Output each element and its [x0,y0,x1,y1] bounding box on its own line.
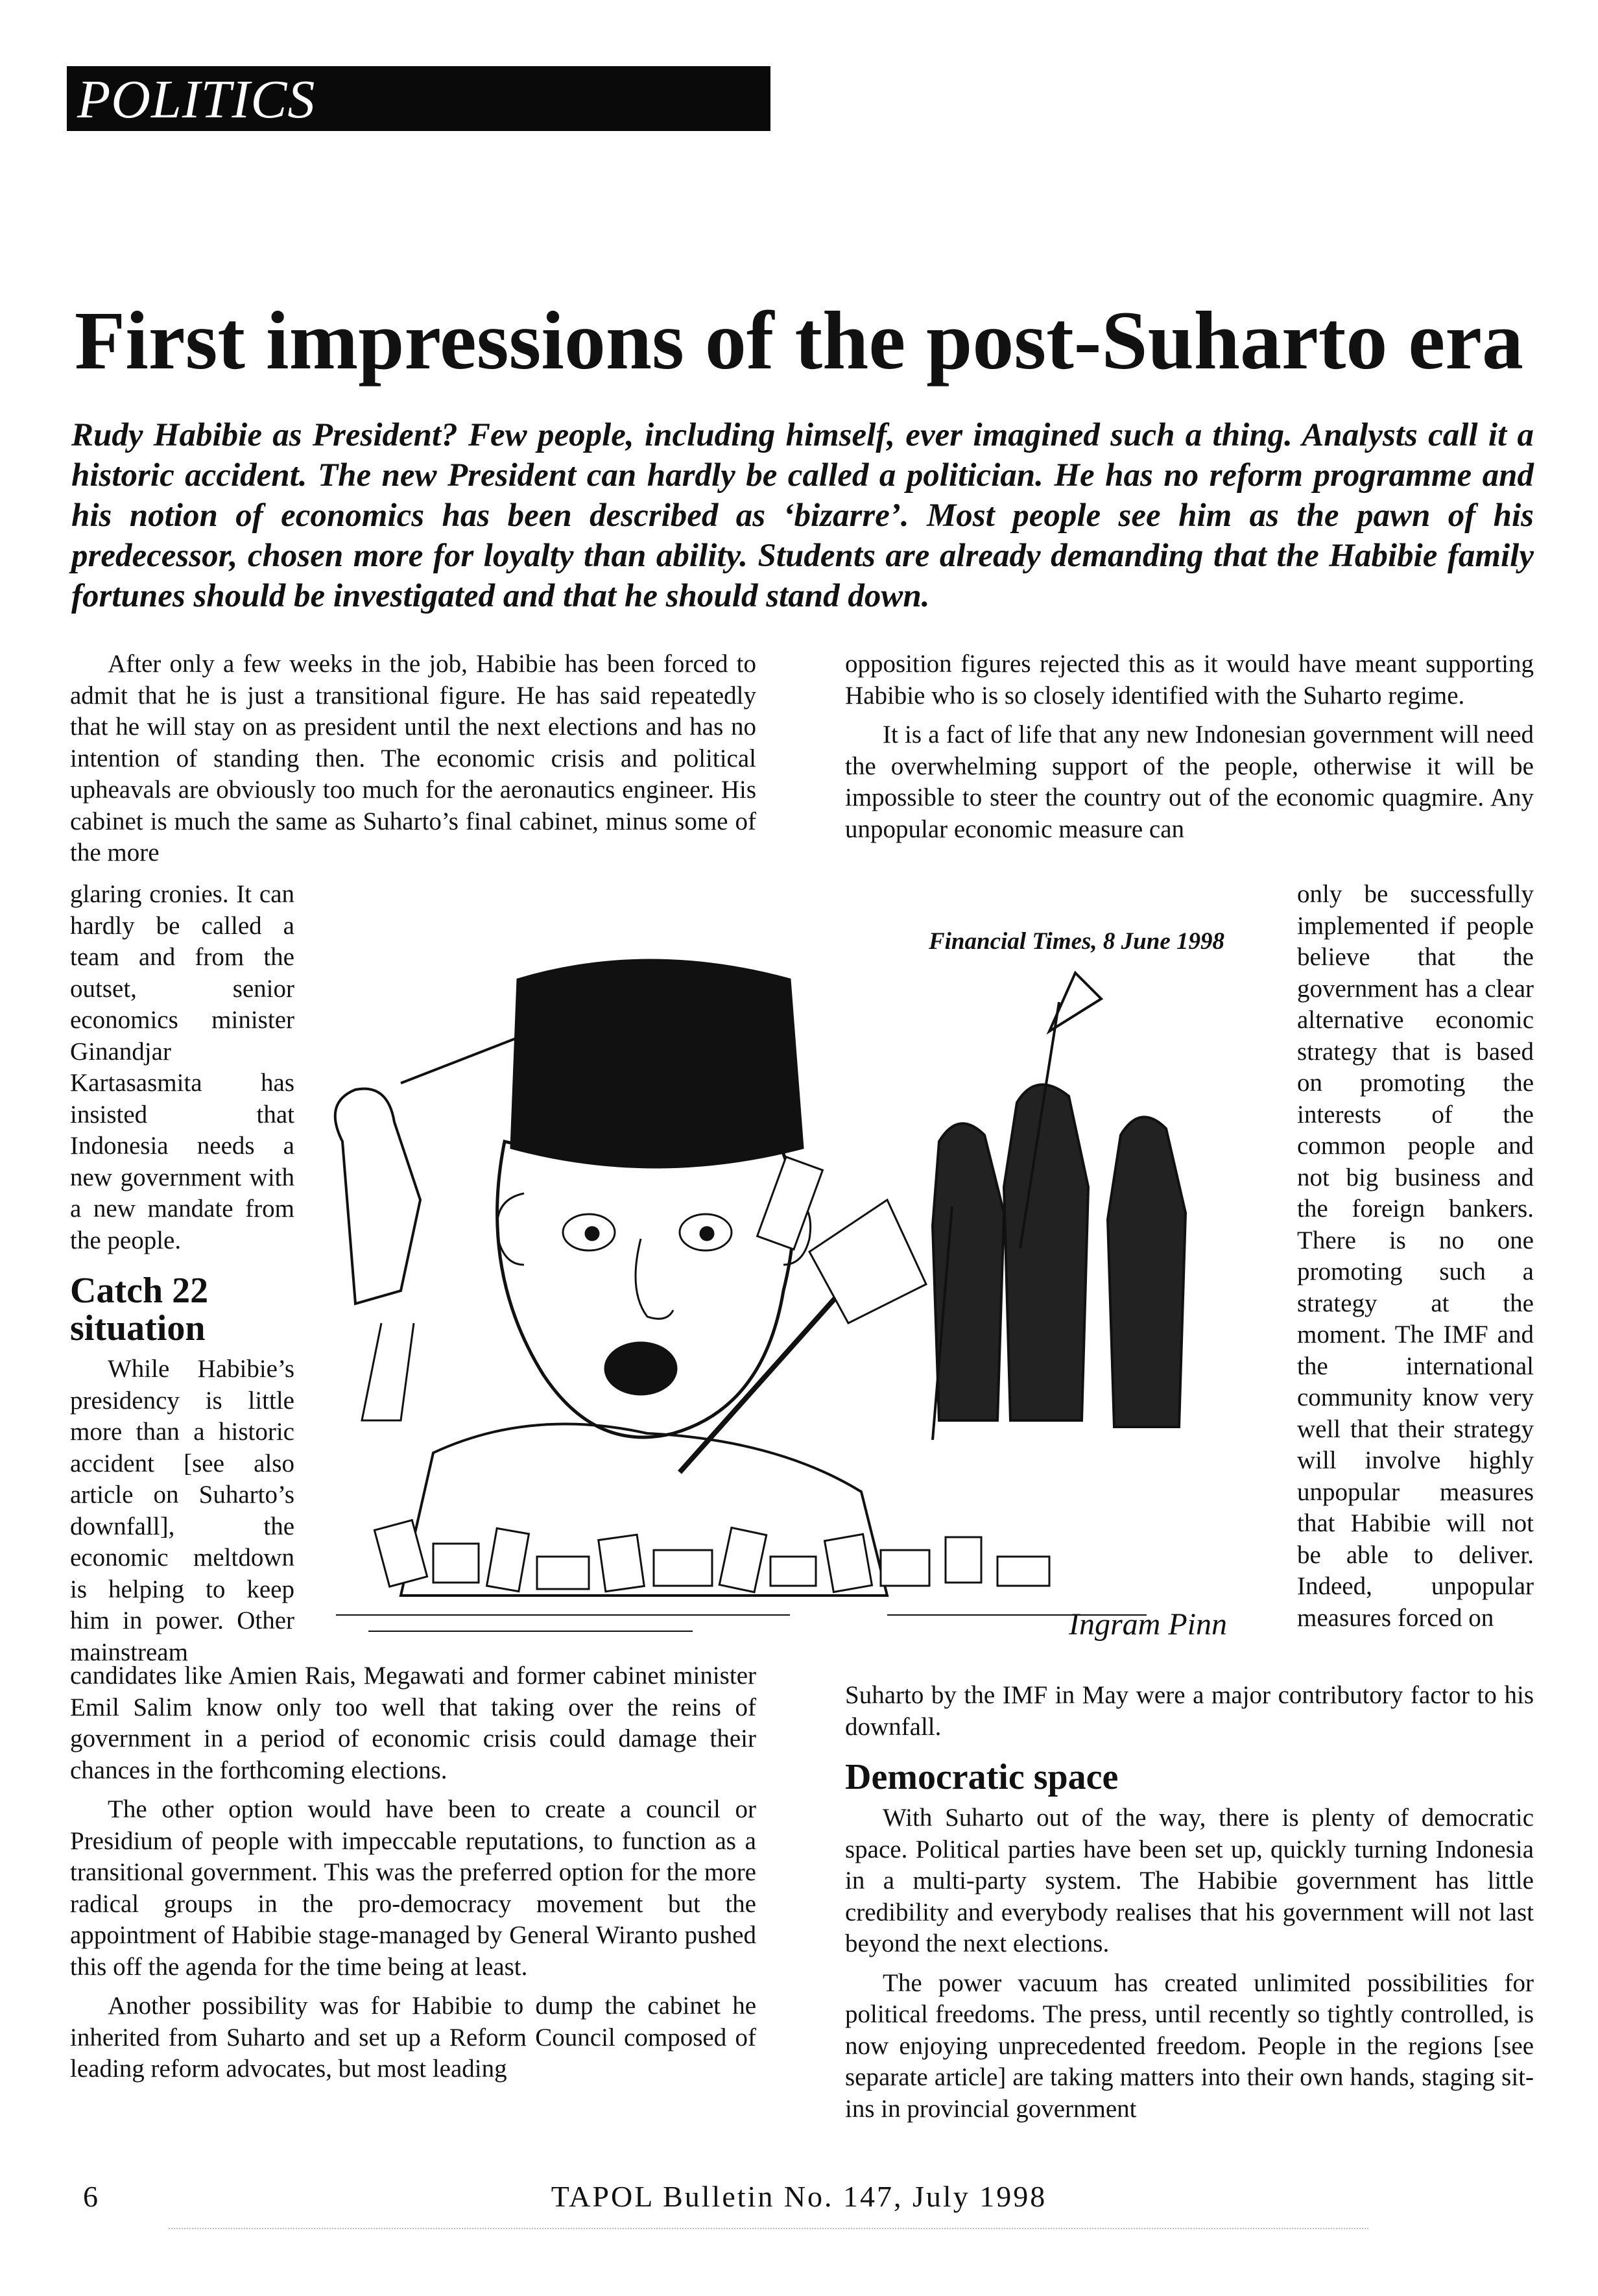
headline: First impressions of the post-Suharto era [75,294,1523,387]
page-number: 6 [83,2180,98,2213]
cartoon-illustration [304,869,1286,1654]
cartoon-caption: Financial Times, 8 June 1998 [928,928,1225,955]
section-label-bar [67,66,770,131]
footer-divider [169,2228,1368,2229]
standfirst: Rudy Habibie as President? Few people, including himself, ever imagined such a thing. Analysts call it a historic accident. The new President can hardly be called a politician. He has no reform programme and his notion of economics has been described as ‘bizarre’. Most people see him as the pawn of his predecessor, chosen more for loyalty than ability. Students are already demanding that the Habibie family fortunes should be investigated and that he should stand down. [71,417,1534,614]
right-column-bottom [845,1680,1534,2125]
section-label: POLITICS [77,69,316,130]
left-column-top [70,649,756,869]
right-paragraph-1: opposition figures rejected this as it would have meant supporting Habibie who is so closely identified with the Suharto regime. [845,650,1534,710]
left-paragraph-2: While Habibie’s presidency is little more than a historic accident [see also article on Suharto’s downfall], the economic meltdown is helping to keep him in power. Other mainstream [70,1355,294,1666]
left-column-narrow [70,879,294,1668]
cartoon-signature: Ingram Pinn [1069,1607,1227,1642]
left-paragraph-3: The other option would have been to create a council or Presidium of people with impeccable reputations, to function as a transitional government. This was the preferred option for the more radical groups in the pro-democracy movement but the appointment of Habibie stage-managed by General Wiranto pushed this off the agenda for the time being at least. [70,1795,756,1981]
publication-footer: TAPOL Bulletin No. 147, July 1998 [551,2180,1047,2213]
subheading-democratic-space: Democratic space [845,1757,1119,1797]
right-paragraph-3: With Suharto out of the way, there is plenty of democratic space. Political parties have been set up, quickly turning Indonesia in a multi-party system. The Habibie government has little credibility and everybody realises that his government will not last beyond the next elections. [845,1804,1534,1957]
left-paragraph-1: After only a few weeks in the job, Habibie has been forced to admit that he is just a transitional figure. He has said repeatedly that he will stay on as president until the next elections and has no intention of standing then. The economic crisis and political upheavals are obviously too much for the aeronautics engineer. His cabinet is much the same as Suharto’s final cabinet, minus some of the more [70,650,756,867]
left-paragraph-4: Another possibility was for Habibie to dump the cabinet he inherited from Suharto and set up a Reform Council composed of leading reform advocates, but most leading [70,1992,756,2083]
left-column-bottom [70,1660,756,2085]
left-paragraph-2-continued: candidates like Amien Rais, Megawati and former cabinet minister Emil Salim know only too well that taking over the reins of government in a period of economic crisis could damage their chances in the forthcoming elections. [70,1662,756,1784]
right-column-narrow [1297,879,1534,1634]
left-paragraph-1-continued: glaring cronies. It can hardly be called a team and from the outset, senior economics minister Ginandjar Kartasasmita has insisted that Indonesia needs a new government with a new mandate from the people. [70,880,294,1254]
right-column-top [845,649,1534,845]
right-paragraph-4: The power vacuum has created unlimited possibilities for political freedoms. The press, until recently so tightly controlled, is now enjoying unprecedented freedom. People in the regions [see separate article] are taking matters into their own hands, staging sit-ins in provincial government [845,1968,1534,2123]
right-paragraph-2: It is a fact of life that any new Indonesian government will need the overwhelming support of the people, otherwise it will be impossible to steer the country out of the economic quagmire. Any unpopular economic measure can [845,721,1534,843]
right-paragraph-2-continued: only be successfully implemented if people believe that the government has a clear alternative economic strategy that is based on promoting the interests of the common people and not big business and the foreign bankers. There is no one promoting such a strategy at the moment. The IMF and the international community know very well that their strategy will involve highly unpopular measures that Habibie will not be able to deliver. Indeed, unpopular measures forced on [1297,880,1534,1632]
subheading-catch-22: Catch 22 situation [70,1271,209,1348]
right-paragraph-2-end: Suharto by the IMF in May were a major contributory factor to his downfall. [845,1681,1534,1741]
